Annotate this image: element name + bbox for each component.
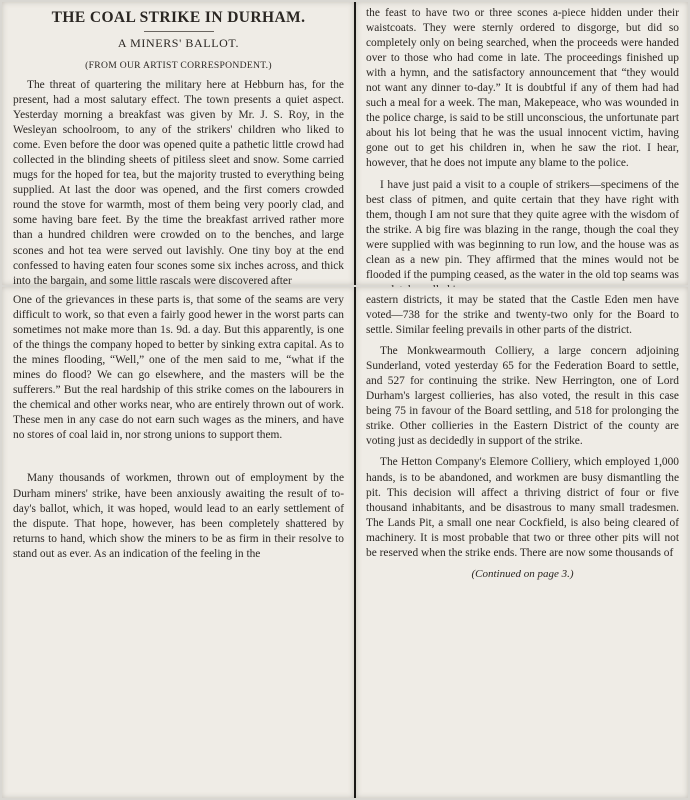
paragraph: One of the grievances in these parts is, that some of the seams are very difficult to work, so that even a fairly good hewer in the worst parts can sometimes not make more than 1s. 9d. a day. But this apparently, is one of the things the company hoped to better by sinking extra capital. As to the mines flooding, “Well,” one of the men said to me, “what if the mines do flood? We can go elsewhere, and the masters will be the sufferers.” But the real hardship of this strike comes on the labourers in the chemical and other works near, who are entirely thrown out of work. These men in any case do not earn such wages as the miners, and have no stores of coal laid in, nor strong unions to support them. [13,294,344,442]
paragraph: I have just paid a visit to a couple of strikers—specimens of the best class of pitmen, and quite certain that they have right with them, though I am not sure that they quite agree with the wisdom of the strike. A big fire was blazing in the range, though the coal they were supplied with was beginning to run low, and the house was as clean as a new pin. They affirmed that the mines would not be flooded if the pumping ceased, as the water in the old top seams was [366,178,679,281]
paragraph: Many thousands of workmen, thrown out of employment by the Durham miners' strike, have been anxiously awaiting the result of to-day's ballot, which, it was hoped, would lead to an early settlement of the dispute. That hope, however, has been completely shattered by returns to hand, which show the miners to be as firm in their resolve to stand out as ever. As an indication of the feeling in the [13,472,344,560]
clipping-top-right [356,2,688,285]
column-divider [354,287,356,798]
paragraph: the feast to have two or three scones a-piece hidden under their waistcoats. They were sternly ordered to disgorge, but did so completely only on being searched, when the proceeds were handed over to those who had come in late. The proceedings finished up with a hymn, and the satisfactory announcement that “they would not want any dinner to-day.” It is doubtful if any of them had had such a meal for a week. The man, Makepeace, who was wounded in the police charge, is said to be still unconscious, the unfortunate part about his lot being that he was the usual innocent victim, having gone out to get his children in, when he saw the riot. I hear, however, that he does not impute any blame to the police. [366,7,679,170]
clipping-top-left [2,2,354,285]
headline-rule [144,31,214,32]
headline: THE COAL STRIKE IN DURHAM. [51,9,306,26]
clipping-bottom-left [2,287,354,798]
continued-note: (Continued on page 3.) [471,567,574,580]
correspondent-credit: (FROM OUR ARTIST CORRESPONDENT.) [85,60,272,71]
subheading: A MINERS' BALLOT. [117,36,240,50]
clipping-bottom-right [356,287,688,798]
paragraph: eastern districts, it may be stated that the Castle Eden men have voted—738 for the strike and twenty-two only for the Board to settle. Similar feeling prevails in other parts of the district. [366,294,679,337]
paragraph: The Hetton Company's Elemore Colliery, which employed 1,000 hands, is to be abandoned, and workmen are busy dismantling the pit. This decision will affect a thriving district of four or five thousand inhabitants, and be disastrous to many small tradesmen. The Lands Pit, a small one near Cockfield, is also being cleared of machinery. It is most probable that two or three other pits will not be reserved when the strike ends. There are now some thousands of [366,456,679,559]
paragraph: The threat of quartering the military here at Hebburn has, for the present, had a most salutary effect. The town presents a quiet aspect. Yesterday morning a breakfast was given by Mr. J. S. Roy, in the Wesleyan schoolroom, to any of the strikers' children who liked to come. Even before the door was opened quite a pathetic little crowd had collected in the blinding sheets of pitiless sleet and snow. Some carried mugs for the hoped for tea, but the majority trusted to everything being supplied. At last the door was opened, and the first comers crowded round the stove for warmth, most of them being very poorly clad, and some having bare feet. By the time the breakfast arrived rather more than a hundred children were crowded on to the benches, and large scones and hot tea were served out lavishly. One tiny boy at the end confessed to having eaten four scones some six inches across, and thick into the bargain, and some little rascals were discovered after [13,79,344,287]
column-divider [354,2,356,285]
paragraph: The Monkwearmouth Colliery, a large concern adjoining Sunderland, voted yesterday 65 for the Federation Board to settle, and 527 for continuing the strike. New Herrington, one of Lord Durham's largest collieries, has also voted, the result in this case being 75 in favour of the Board settling, and 518 for prolonging the strike. Other collieries in the Eastern District of the county are voting just as decidedly in support of the strike. [366,345,679,448]
